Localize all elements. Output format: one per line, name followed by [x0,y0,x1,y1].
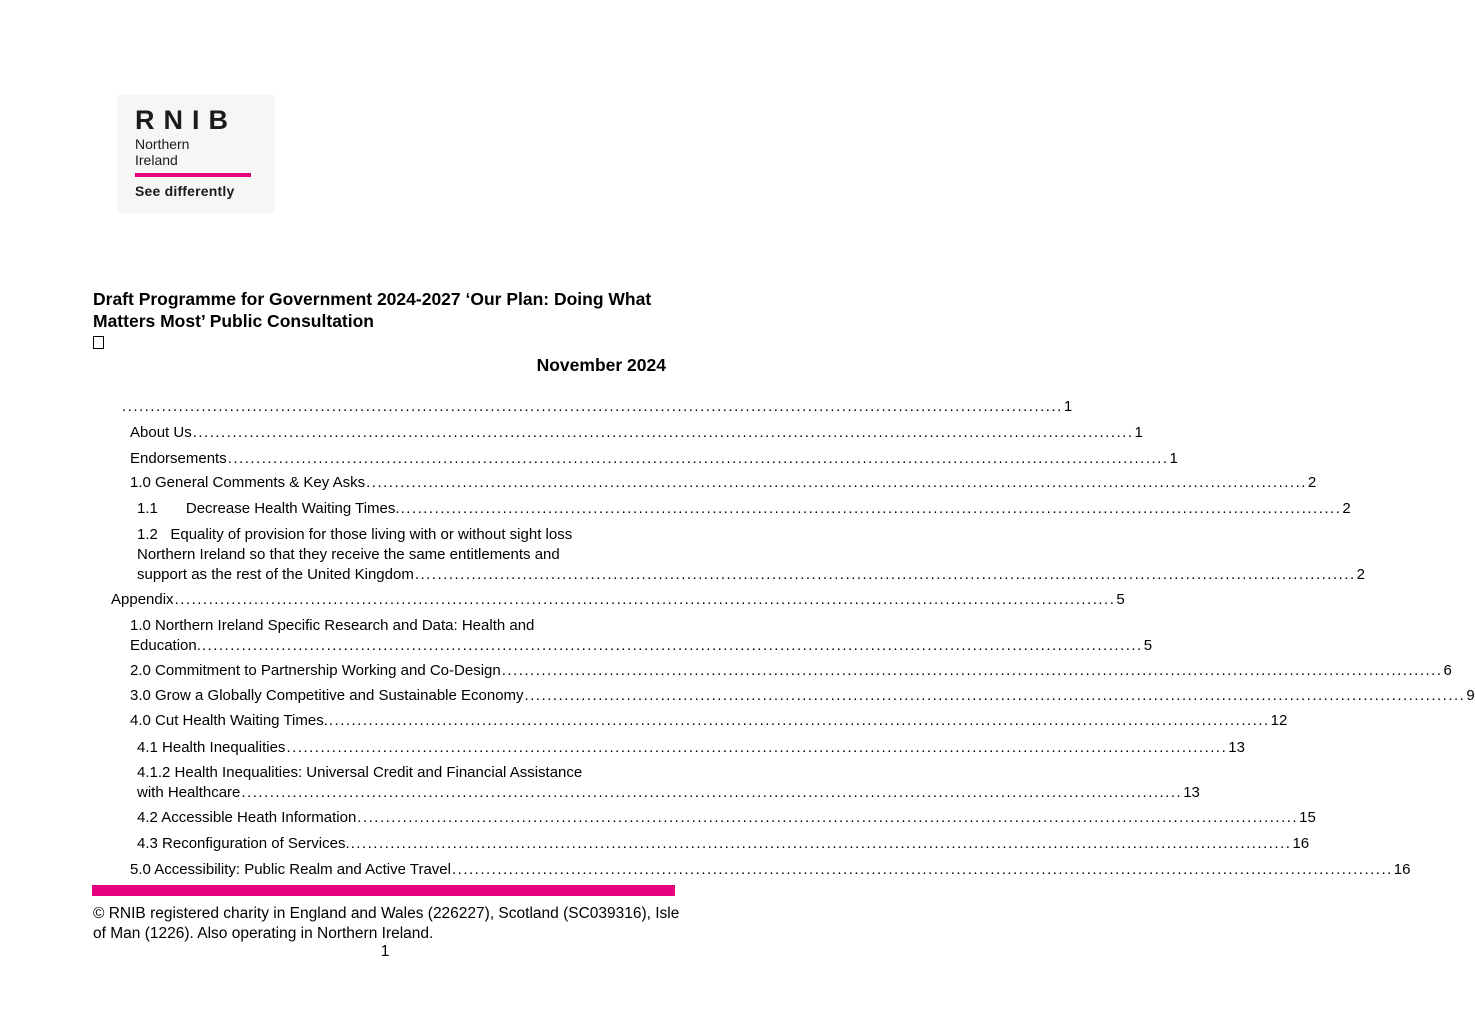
logo-region-line1: Northern [135,136,190,152]
toc-leader: ...................................................................................................................................................................... [400,500,1342,517]
page-number: 1 [380,943,390,960]
toc-entry[interactable] [121,397,1073,417]
toc-entry-label: About Us [130,424,192,441]
toc-entry-label: Endorsements [130,450,227,467]
toc-entry[interactable] [130,449,1178,469]
toc-entry-page: 1 [1134,424,1143,441]
toc-entry[interactable] [130,473,1317,493]
footer-copyright: © RNIB registered charity in England and Wales (226227), Scotland (SC039316), Isle of Man (1226). Also operating in Northern Ireland. [93,905,680,942]
footer-divider [92,885,675,896]
toc-entry[interactable] [137,499,1351,519]
toc-entry[interactable] [130,686,1475,706]
toc-entry-page: 13 [1183,784,1200,801]
toc-entry-page: 5 [1143,637,1153,654]
toc-entry-page: 1 [1063,398,1073,415]
toc-entry-page: 16 [1292,835,1310,852]
toc-entry-label: 4.1 Health Inequalities [137,739,286,756]
toc-entry[interactable] [137,808,1316,828]
toc-entry[interactable] [137,738,1245,758]
toc-entry-page: 2 [1307,474,1317,491]
toc-leader: ...................................................................................................................................................................... [414,566,1356,583]
toc-entry-label: support as the rest of the United Kingdom [137,566,414,583]
toc-leader: ...................................................................................................................................................................... [357,809,1299,826]
toc-entry[interactable] [130,711,1288,731]
toc-leader: ...................................................................................................................................................................... [192,424,1134,441]
toc-entry-page: 13 [1228,739,1245,756]
logo-accent-bar [135,173,251,177]
toc-entry-page: 12 [1270,712,1288,729]
logo-wordmark: RNIB [135,105,237,135]
toc-entry-page: 2 [1356,566,1365,583]
toc-entry[interactable] [137,525,1365,585]
toc-entry-line: 1.0 Northern Ireland Specific Research and Data: Health and [130,617,535,634]
toc-entry-page: 5 [1116,591,1125,608]
rnib-logo [117,95,275,213]
document-date: November 2024 [536,355,666,375]
toc-entry-label: with Healthcare [137,784,241,801]
toc-entry-label: 3.0 Grow a Globally Competitive and Sustainable Economy [130,687,524,704]
toc-entry-label: 2.0 Commitment to Partnership Working and Co-Design [130,662,501,679]
toc-leader: ...................................................................................................................................................................... [174,591,1116,608]
toc-entry[interactable] [137,763,1200,803]
toc-entry[interactable] [130,860,1411,880]
toc-leader: ...................................................................................................................................................................... [350,835,1292,852]
logo-tagline: See differently [135,183,235,199]
logo-region-line2: Ireland [135,152,178,168]
toc-leader: ...................................................................................................................................................................... [501,662,1443,679]
toc-entry[interactable] [130,661,1452,681]
toc-entry-page: 6 [1443,662,1452,679]
toc-leader: ...................................................................................................................................................................... [524,687,1466,704]
toc-leader: ...................................................................................................................................................................... [286,739,1228,756]
toc-entry-number: 1.1 [137,500,158,517]
toc-entry-page: 16 [1393,861,1411,878]
toc-entry-page: 9 [1466,687,1475,704]
toc-entry-page: 1 [1169,450,1178,467]
toc-entry-line: 4.1.2 Health Inequalities: Universal Credit and Financial Assistance [137,764,583,781]
toc-leader: ...................................................................................................................................................................... [328,712,1270,729]
toc-entry-label: 4.3 Reconfiguration of Services. [137,835,350,852]
toc-entry-label [137,499,400,519]
toc-entry[interactable] [130,423,1143,443]
toc-entry[interactable] [130,616,1153,656]
logo-region [135,136,189,168]
toc-leader: ...................................................................................................................................................................... [451,861,1393,878]
toc-leader: ...................................................................................................................................................................... [241,784,1183,801]
toc-entry-label: Education. [130,637,201,654]
document-title: Draft Programme for Government 2024-2027 ‘Our Plan: Doing What Matters Most’ Public Consultation [93,289,652,331]
toc-entry-label: 4.0 Cut Health Waiting Times. [130,712,328,729]
toc-leader: ...................................................................................................................................................................... [366,474,1307,491]
toc-entry[interactable] [137,834,1310,854]
toc-entry-page: 15 [1299,809,1316,826]
toc-leader: ...................................................................................................................................................................... [201,637,1143,654]
toc-entry-page: 2 [1342,500,1351,517]
toc-entry-label: 1.0 General Comments & Key Asks [130,474,366,491]
toc-entry-line: Northern Ireland so that they receive the same entitlements and [137,546,560,563]
toc-entry-text: Decrease Health Waiting Times. [185,500,400,517]
toc-entry-label: 4.2 Accessible Heath Information [137,809,357,826]
toc-entry-label: Appendix [111,591,174,608]
toc-entry-line: 1.2 Equality of provision for those living with or without sight loss [137,526,573,543]
toc-entry-label: 5.0 Accessibility: Public Realm and Active Travel [130,861,451,878]
toc-entry[interactable] [111,590,1125,610]
missing-glyph-icon [93,336,104,349]
toc-leader: ...................................................................................................................................................................... [122,398,1063,415]
toc-leader: ...................................................................................................................................................................... [227,450,1169,467]
